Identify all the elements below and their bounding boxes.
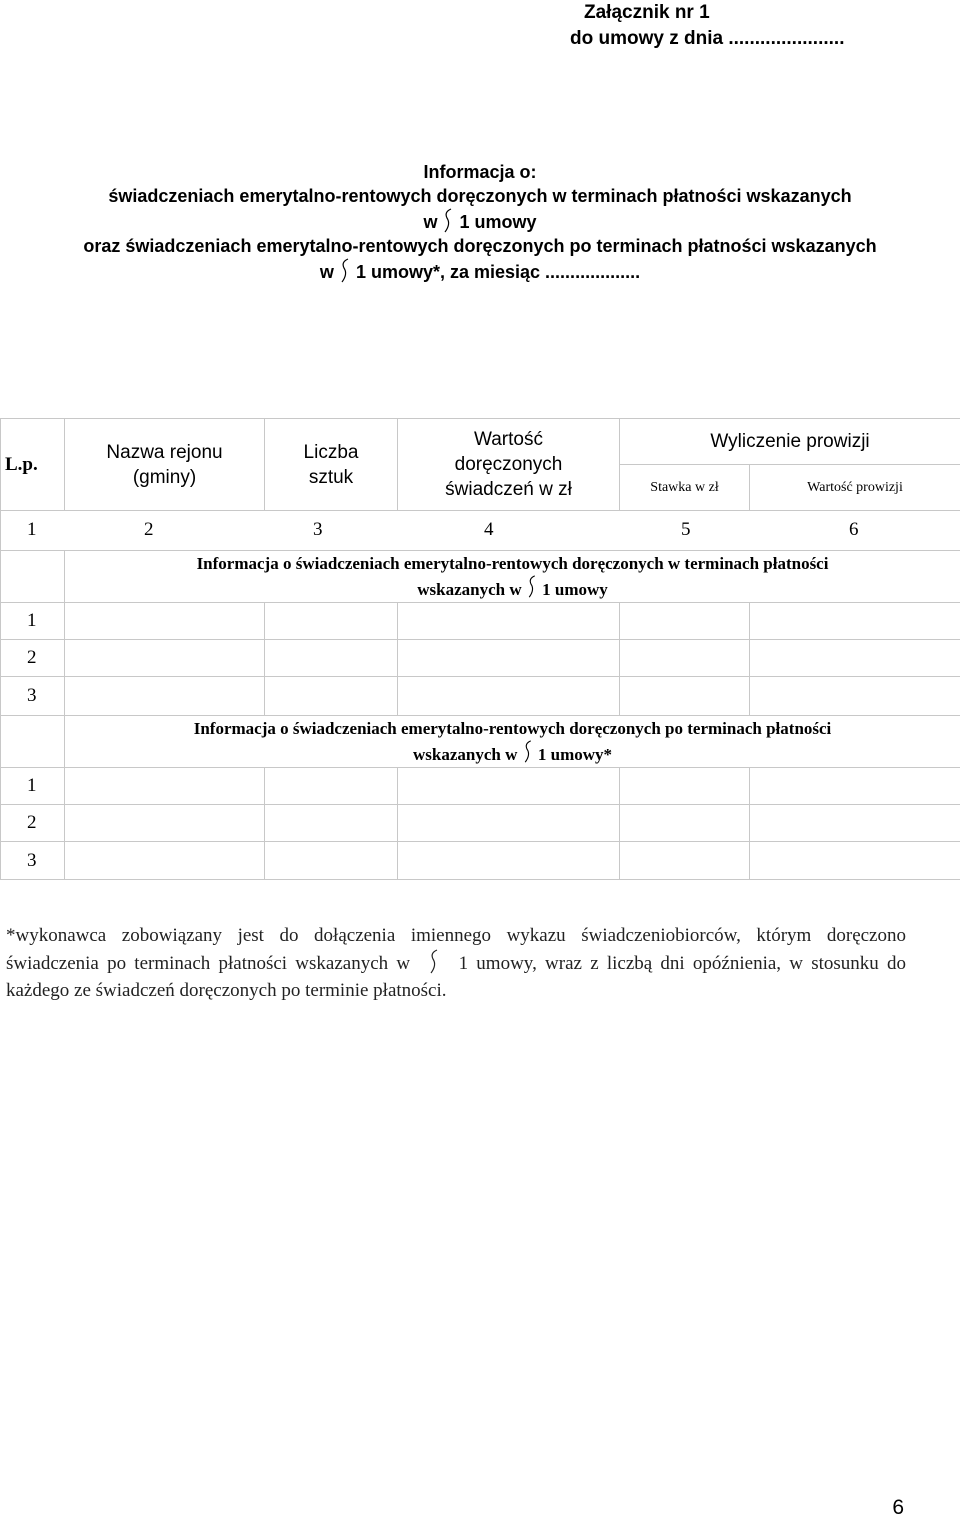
table-cell[interactable] bbox=[265, 640, 398, 677]
table-cell[interactable] bbox=[65, 677, 265, 716]
header-delivered-value: Wartość doręczonych świadczeń w zł bbox=[398, 419, 620, 511]
table-row: 1 bbox=[1, 768, 960, 805]
title-line-2: świadczeniach emerytalno-rentowych doręczonych w terminach płatności wskazanych bbox=[108, 186, 852, 206]
table-cell[interactable] bbox=[750, 677, 960, 716]
table-cell[interactable] bbox=[620, 768, 750, 805]
table-cell[interactable] bbox=[750, 842, 960, 880]
table-cell[interactable] bbox=[65, 805, 265, 842]
column-number: 5 bbox=[681, 519, 691, 540]
section-sign-icon bbox=[339, 258, 351, 284]
header-count: Liczba sztuk bbox=[265, 419, 398, 511]
column-number: 1 bbox=[27, 519, 37, 540]
annex-header bbox=[570, 0, 845, 52]
table-cell[interactable] bbox=[265, 842, 398, 880]
title-line-3: w 1 umowy bbox=[0, 208, 960, 234]
table-row: 2 bbox=[1, 805, 960, 842]
column-numbers-row bbox=[1, 511, 960, 551]
footnote: *wykonawca zobowiązany jest do dołączenia imiennego wykazu świadczeniobiorców, którym doręczono świadczenia po terminach płatności wskazanych w 1 umowy, wraz z liczbą dni opóźnienia, w stosunku do każdego ze świadczeń doręczonych po terminie płatności. bbox=[6, 925, 907, 1001]
table-cell[interactable] bbox=[398, 768, 620, 805]
table-cell[interactable] bbox=[620, 640, 750, 677]
table-cell[interactable] bbox=[620, 805, 750, 842]
table-row: 1 bbox=[1, 603, 960, 640]
table-cell[interactable] bbox=[65, 842, 265, 880]
table-cell[interactable] bbox=[265, 768, 398, 805]
annex-title: Załącznik nr 1 bbox=[584, 2, 710, 23]
column-number: 4 bbox=[484, 519, 494, 540]
header-lp: L.p. bbox=[1, 419, 65, 511]
column-number: 2 bbox=[144, 519, 154, 540]
table-cell[interactable] bbox=[398, 640, 620, 677]
table-cell[interactable] bbox=[265, 805, 398, 842]
title-line-5: w 1 umowy*, za miesiąc ................... bbox=[0, 258, 960, 284]
title-line-4: oraz świadczeniach emerytalno-rentowych doręczonych po terminach płatności wskazanych bbox=[83, 236, 877, 256]
table-cell[interactable] bbox=[750, 640, 960, 677]
table-cell[interactable] bbox=[398, 677, 620, 716]
header-commission-value: Wartość prowizji bbox=[750, 465, 960, 511]
section-sign-icon bbox=[526, 575, 538, 601]
column-number: 6 bbox=[849, 519, 859, 540]
section-sign-icon bbox=[428, 949, 440, 975]
table-cell[interactable] bbox=[265, 677, 398, 716]
header-rate: Stawka w zł bbox=[620, 465, 750, 511]
table-cell[interactable] bbox=[65, 603, 265, 640]
table-cell[interactable] bbox=[750, 768, 960, 805]
report-table bbox=[0, 418, 960, 880]
header-region-name: Nazwa rejonu (gminy) bbox=[65, 419, 265, 511]
table-cell[interactable] bbox=[265, 603, 398, 640]
table-cell[interactable] bbox=[620, 603, 750, 640]
annex-agreement-date: do umowy z dnia ...................... bbox=[570, 28, 845, 49]
table-cell[interactable] bbox=[65, 640, 265, 677]
title-line-1: Informacja o: bbox=[423, 162, 537, 182]
header-commission-calculation: Wyliczenie prowizji bbox=[620, 419, 960, 465]
table-cell[interactable] bbox=[65, 768, 265, 805]
table-cell[interactable] bbox=[750, 603, 960, 640]
section-sign-icon bbox=[522, 740, 534, 766]
table-row: 3 bbox=[1, 677, 960, 716]
table-row: 3 bbox=[1, 842, 960, 880]
table-cell[interactable] bbox=[620, 677, 750, 716]
table-row: 2 bbox=[1, 640, 960, 677]
table-cell[interactable] bbox=[750, 805, 960, 842]
section-after-term-heading: Informacja o świadczeniach emerytalno-rentowych doręczonych po terminach płatności wskazanych w 1 umowy* bbox=[65, 716, 960, 768]
table-cell[interactable] bbox=[398, 805, 620, 842]
document-title bbox=[0, 160, 960, 284]
page-number: 6 bbox=[892, 1496, 904, 1519]
section-sign-icon bbox=[442, 208, 454, 234]
column-number: 3 bbox=[313, 519, 323, 540]
table-cell[interactable] bbox=[620, 842, 750, 880]
table-cell[interactable] bbox=[398, 842, 620, 880]
section-in-term-heading: Informacja o świadczeniach emerytalno-rentowych doręczonych w terminach płatności wskazanych w 1 umowy bbox=[65, 551, 960, 603]
table-cell[interactable] bbox=[398, 603, 620, 640]
